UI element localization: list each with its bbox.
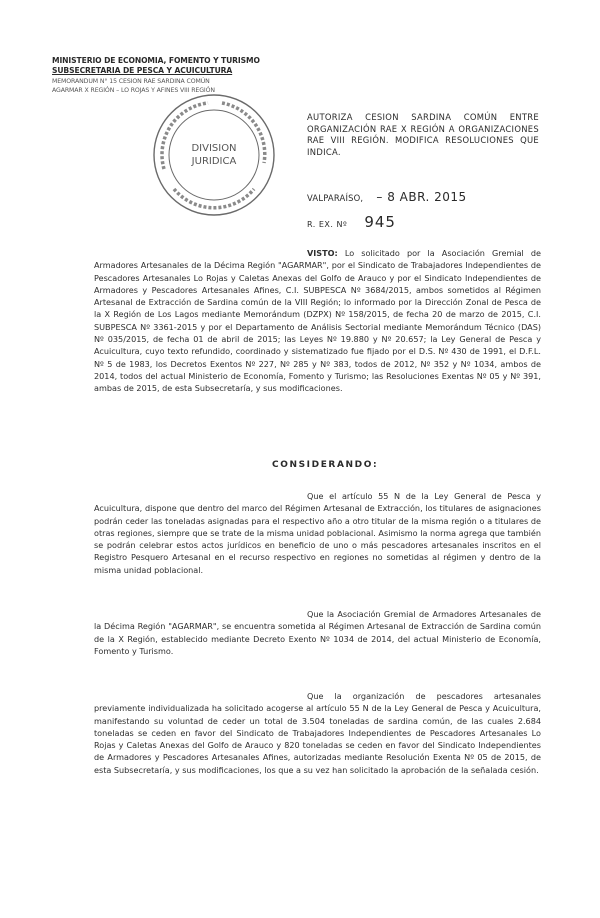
place: VALPARAÍSO, <box>307 193 364 203</box>
visto-paragraph <box>94 247 541 395</box>
memo-reference-2: AGARMAR X REGIÓN – LO ROJAS Y AFINES VIII REGIÓN <box>52 87 215 95</box>
division-juridica-stamp <box>148 89 280 221</box>
stamp-seal-icon <box>148 89 280 221</box>
resolution-number-label: R. EX. Nº <box>307 220 348 229</box>
date-stamp: – 8 ABR. 2015 <box>376 190 467 204</box>
resolution-subject: AUTORIZA CESION SARDINA COMÚN ENTRE ORGANIZACIÓN RAE X REGIÓN A ORGANIZACIONES RAE VIII REGIÓN. MODIFICA RESOLUCIONES QUE INDICA. <box>307 112 539 157</box>
stamp-text-division: DIVISION <box>191 143 237 154</box>
stamp-text-juridica: JURIDICA <box>191 156 237 167</box>
visto-label: VISTO: <box>307 248 338 258</box>
considerando-paragraph-1: Que el artículo 55 N de la Ley General de Pesca y Acuicultura, dispone que dentro del marco del Régimen Artesanal de Extracción, los titulares de asignaciones podrán ceder las toneladas asignadas para el respectivo año a otro titular de la misma región o a titulares de otras regiones, siempre que se trate de la misma unidad poblacional. Asimismo la norma agrega que también se podrán celebrar estos actos jurídicos en beneficio de uno o más pescadores artesanales inscritos en el Registro Pesquero Artesanal en el recurso respectivo en regiones no sometidas al régimen y dentro de la misma unidad poblacional. <box>94 491 541 575</box>
considerando-paragraph-3: Que la organización de pescadores artesanales previamente individualizada ha solicitado acogerse al artículo 55 N de la Ley General de Pesca y Acuicultura, manifestando su voluntad de ceder un total de 3.504 toneladas de sardina común, de las cuales 2.684 toneladas se ceden en favor del Sindicato de Trabajadores Independientes de Pescadores Artesanales Lo Rojas y Caletas Anexas del Golfo de Arauco y 820 toneladas se ceden en favor del Sindicato Independientes de Armadores y Pescadores Artesanales Afines, autorizadas mediante Resolución Exenta Nº 05 de 2015, de esta Subsecretaría, y sus modificaciones, los que a su vez han solicitado la aprobación de la señalada cesión. <box>94 691 541 775</box>
memo-reference: MEMORANDUM N° 15 CESION RAE SARDINA COMÚN <box>52 77 210 85</box>
considerando-heading: CONSIDERANDO: <box>272 460 379 470</box>
subsecretaria-name: SUBSECRETARIA DE PESCA Y ACUICULTURA <box>52 66 233 76</box>
visto-text: Lo solicitado por la Asociación Gremial de Armadores Artesanales de la Décima Región "AGARMAR", por el Sindicato de Trabajadores Independientes de Pescadores Artesanales Lo Rojas y Caletas Anexas del Golfo de Arauco y por el Sindicato Independientes de Armadores y Pescadores Artesanales Afines, C.I. SUBPESCA Nº 3684/2015, ambos sometidos al Régimen Artesanal de Extracción de Sardina común de la VIII Región; lo informado por la Dirección Zonal de Pesca de la X Región de Los Lagos mediante Memorándum (DZPX) Nº 158/2015, de fecha 20 de marzo de 2015, C.I. SUBPESCA Nº 3361-2015 y por el Departamento de Análisis Sectorial mediante Memorándum Técnico (DAS) Nº 035/2015, de fecha 01 de abril de 2015; las Leyes Nº 19.880 y Nº 20.657; la Ley General de Pesca y Acuicultura, cuyo texto refundido, coordinado y sistematizado fue fijado por el D.S. Nº 430 de 1991, el D.F.L. Nº 5 de 1983, los Decretos Exentos Nº 227, Nº 285 y Nº 383, todos de 2012, Nº 352 y Nº 1034, ambos de 2014, todos del actual Ministerio de Economía, Fomento y Turismo; las Resoluciones Exentas Nº 05 y Nº 391, ambas de 2015, de esta Subsecretaría, y sus modificaciones. <box>94 248 541 394</box>
ministry-name: MINISTERIO DE ECONOMIA, FOMENTO Y TURISMO <box>52 56 260 65</box>
place-and-date <box>307 186 547 205</box>
resolution-number <box>307 212 396 231</box>
considerando-paragraph-2: Que la Asociación Gremial de Armadores Artesanales de la Décima Región "AGARMAR", se encuentra sometida al Régimen Artesanal de Extracción de Sardina común de la X Región, establecido mediante Decreto Exento Nº 1034 de 2014, del actual Ministerio de Economía, Fomento y Turismo. <box>94 609 541 656</box>
resolution-number-value: 945 <box>364 213 396 231</box>
